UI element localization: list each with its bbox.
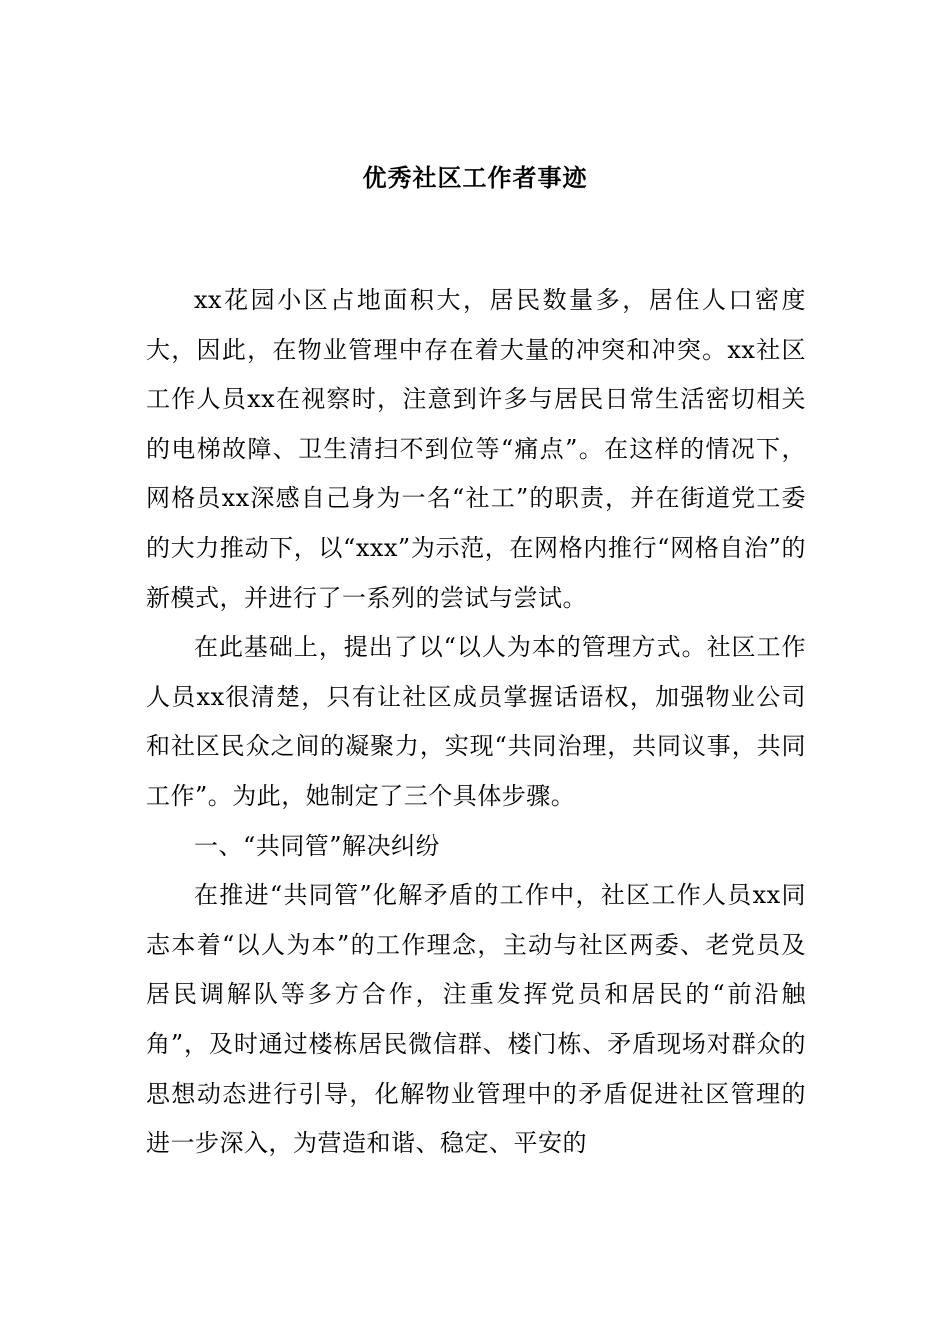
document-body <box>146 276 806 1169</box>
paragraph-2: 在此基础上，提出了以“以人为本的管理方式。社区工作人员xx很清楚，只有让社区成员掌握话语权，加强物业公司和社区民众之间的凝聚力，实现“共同治理，共同议事，共同工作”。为此，她制定了三个具体步骤。 <box>146 633 806 810</box>
paragraph-1: xx花园小区占地面积大，居民数量多，居住人口密度大，因此，在物业管理中存在着大量的冲突和冲突。xx社区工作人员xx在视察时，注意到许多与居民日常生活密切相关的电梯故障、卫生清扫不到位等“痛点”。在这样的情况下，网格员xx深感自己身为一名“社工”的职责，并在街道党工委的大力推动下，以“xxx”为示范，在网格内推行“网格自治”的新模式，并进行了一系列的尝试与尝试。 <box>146 286 806 612</box>
section-heading-1: 一、“共同管”解决纠纷 <box>194 831 441 860</box>
document-title: 优秀社区工作者事迹 <box>362 163 588 192</box>
paragraph-3: 在推进“共同管”化解矛盾的工作中，社区工作人员xx同志本着“以人为本”的工作理念，主动与社区两委、老党员及居民调解队等多方合作，注重发挥党员和居民的“前沿触角”，及时通过楼栋居民微信群、楼门栋、矛盾现场对群众的思想动态进行引导，化解物业管理中的矛盾促进社区管理的进一步深入，为营造和谐、稳定、平安的 <box>146 881 806 1158</box>
